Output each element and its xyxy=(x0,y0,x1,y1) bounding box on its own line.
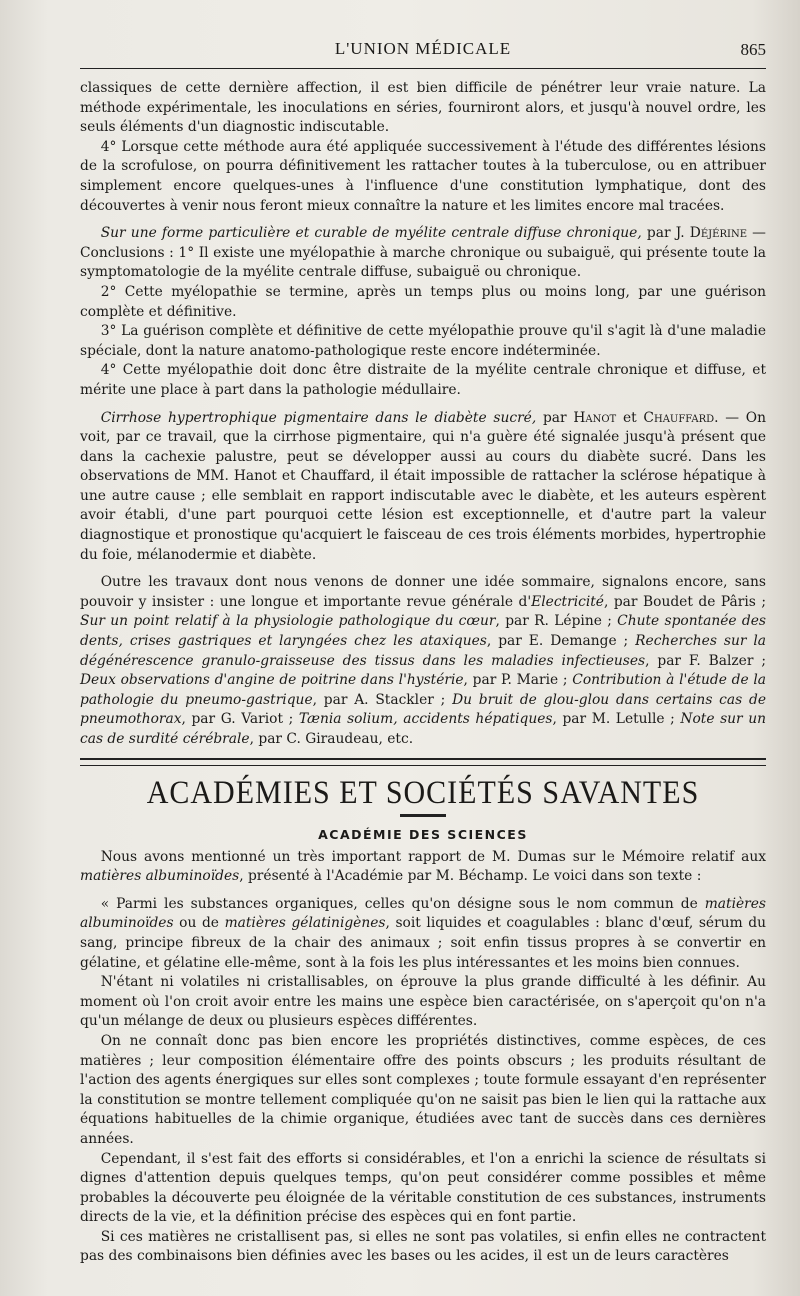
paragraph: 3° La guérison complète et définitive de cette myélopathie prouve qu'il s'agit là d'une maladie spéciale, dont la nature anatomo-pathologique reste encore indéterminée. xyxy=(80,323,766,359)
paragraph: classiques de cette dernière affection, il est bien difficile de pénétrer leur vraie nature. La méthode expérimentale, les inoculations en séries, fourniront alors, et jusqu'à nouvel ordre, les seuls éléments d'un diagnostic indiscutable. xyxy=(80,80,766,136)
running-head xyxy=(80,36,766,62)
author-name: Déjérine xyxy=(689,225,747,242)
hanot-entry: Cirrhose hypertrophique pigmentaire dans le diabète sucré, par Hanot et Chauffard. — On voit, par ce travail, que la cirrhose pigmentaire, qui n'a guère été signalée jusqu'à présent que dans la cachexie palustre, peut se développer aussi au cours du diabète sucré. Dans les observations de MM. Hanot et Chauffard, il était impossible de rattacher la sclérose hépatique à une autre cause ; elle semblait en rapport indiscutable avec le diabète, et les auteurs espèrent avoir établi, d'une part pourquoi cette lésion est exceptionnelle, et d'autre part la valeur diagnostique et pronostique qu'acquiert le faisceau de ces trois éléments morbides, hypertrophie du foie, mélanodermie et diabète. xyxy=(80,409,766,563)
work-title: Sur une forme particulière et curable de myélite centrale diffuse chronique, xyxy=(100,225,642,242)
paragraph: Nous avons mentionné un très important rapport de M. Dumas sur le Mémoire relatif aux matières albuminoïdes, présenté à l'Académie par M. Béchamp. Le voici dans son texte : xyxy=(80,848,766,885)
paragraph: 4° Cette myélopathie doit donc être distraite de la myélite centrale chronique et diffuse, et mérite une place à part dans la pathologie médullaire. xyxy=(80,362,766,398)
paragraph: Cependant, il s'est fait des efforts si considérables, et l'on a enrichi la science de résultats si dignes d'attention depuis quelques temps, qu'on peut considérer comme possibles et même probables la découverte peu éloignée de la véritable constitution de ces substances, instruments directs de la vie, et la définition précise des espèces qui en font partie. xyxy=(80,1150,766,1226)
paragraph: On ne connaît donc pas bien encore les propriétés distinctives, comme espèces, de ces matières ; leur composition élémentaire offre des points obscurs ; les produits résultant de l'action des agents énergiques sur elles sont complexes ; toute formule essayant d'en représenter la constitution se montre tellement compliquée qu'on ne saisit pas bien le lien qui la rattache aux équations habituelles de la chimie organique, étudiées avec tant de succès dans ces dernières années. xyxy=(80,1032,766,1147)
subsection-title: ACADÉMIE DES SCIENCES xyxy=(318,826,528,842)
author-name: Chauffard xyxy=(643,409,715,426)
article-body xyxy=(80,79,766,750)
paragraph: Si ces matières ne cristallisent pas, si elles ne sont pas volatiles, si enfin elles ne contractent pas des combinaisons bien définies avec les bases ou les acides, il est un de leurs caractères xyxy=(80,1228,766,1265)
further-works-paragraph: Outre les travaux dont nous venons de donner une idée sommaire, signalons encore, sans pouvoir y insister : une longue et importante revue générale d'Electricité, par Boudet de Pâris ; Sur un point relatif à la physiologie pathologique du cœur, par R. Lépine ; Chute spontanée des dents, crises gastriques et laryngées chez les ataxiques, par E. Demange ; Recherches sur la dégénérescence granulo-graisseuse des tissus dans les maladies infectieuses, par F. Balzer ; Deux observations d'angine de poitrine dans l'hystérie, par P. Marie ; Contribution à l'étude de la pathologie du pneumo-gastrique, par A. Stackler ; Du bruit de glou-glou dans certains cas de pneumothorax, par G. Variot ; Tænia solium, accidents hépatiques, par M. Letulle ; Note sur un cas de surdité cérébrale, par C. Giraudeau, etc. xyxy=(80,574,766,747)
title-ornament xyxy=(400,814,446,817)
paragraph: N'étant ni volatiles ni cristallisables, on éprouve la plus grande difficulté à les définir. Au moment où l'on croit avoir entre les mains une espèce bien caractérisée, on s'aperçoit qu'on n'a qu'un mélange de deux ou plusieurs espèces différentes. xyxy=(80,974,766,1030)
running-title: L'UNION MÉDICALE xyxy=(334,39,512,58)
section-divider xyxy=(80,758,766,766)
author-name: Hanot xyxy=(573,409,617,426)
paragraph: 2° Cette myélopathie se termine, après un temps plus ou moins long, par une guérison complète et définitive. xyxy=(80,283,766,320)
header-rule xyxy=(80,68,766,69)
academie-body xyxy=(80,848,766,1267)
section-title: ACADÉMIES ET SOCIÉTÉS SAVANTES xyxy=(146,773,700,811)
paragraph: 4° Lorsque cette méthode aura été appliquée successivement à l'étude des différentes lésions de la scrofulose, on pourra définitivement les rattacher toutes à la tuberculose, ou en attribuer simplement encore quelques-unes à l'influence d'une constitution lymphatique, dont des découvertes à venir nous feront mieux connaître la nature et les limites encore mal tracées. xyxy=(80,138,766,214)
page-number: 865 xyxy=(740,40,766,59)
paragraph: « Parmi les substances organiques, celles qu'on désigne sous le nom commun de matières albuminoïdes ou de matières gélatinigènes, soit liquides et coagulables : blanc d'œuf, sérum du sang, principe fibreux de la chair des animaux ; soit enfin tissus propres à se convertir en gélatine, et gélatine elle-même, sont à la fois les plus intéressantes et les moins bien connues. xyxy=(80,895,766,971)
work-title: Cirrhose hypertrophique pigmentaire dans le diabète sucré, xyxy=(100,409,537,426)
dejerine-entry: Sur une forme particulière et curable de myélite centrale diffuse chronique, par J. Déjérine — Conclusions : 1° Il existe une myélopathie à marche chronique ou subaiguë, qui présente toute la symptomatologie de la myélite centrale diffuse, subaiguë ou chronique. xyxy=(80,225,766,281)
